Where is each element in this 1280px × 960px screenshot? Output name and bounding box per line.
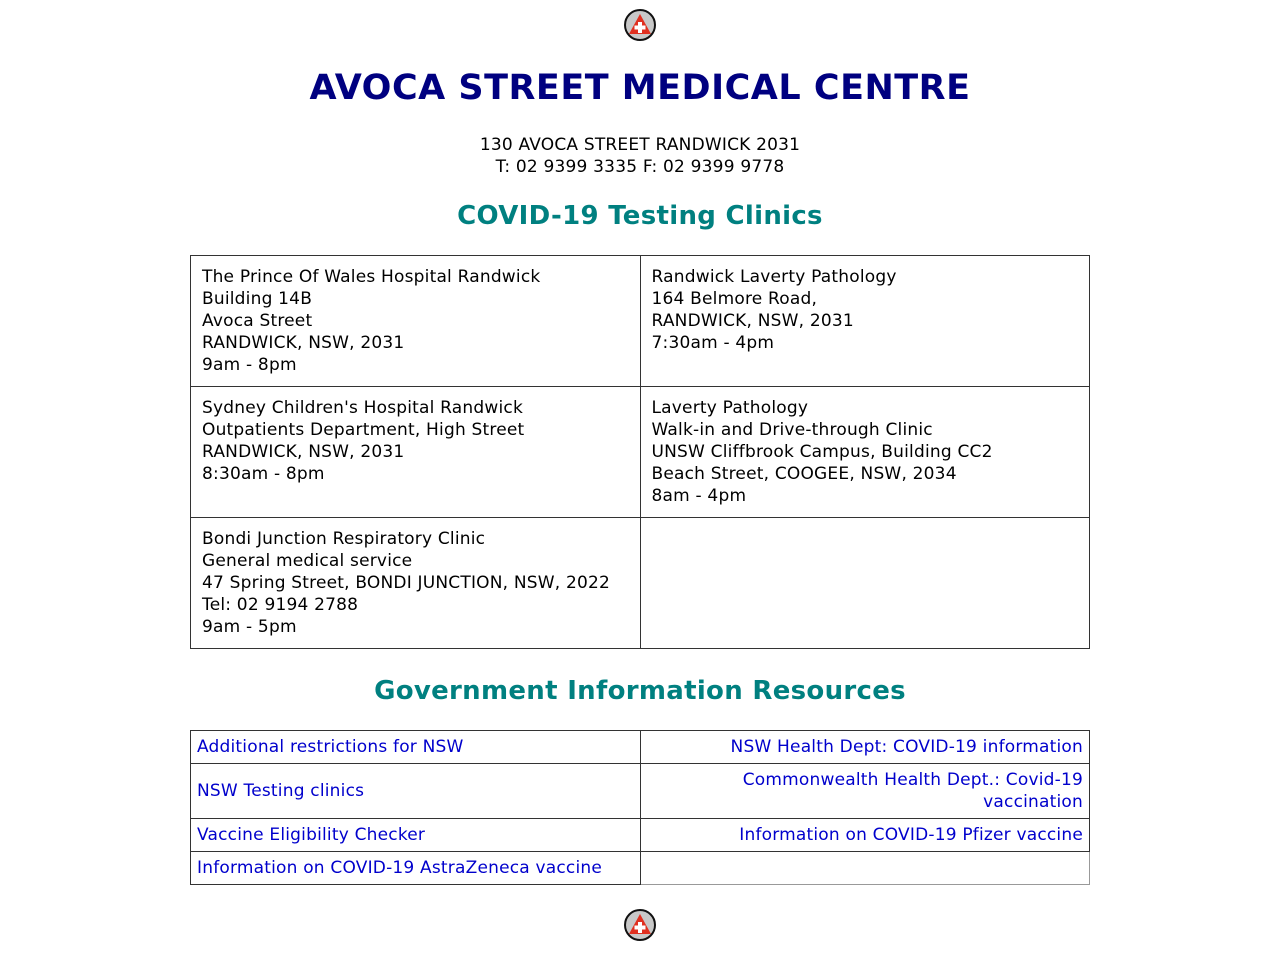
link-cell	[191, 852, 641, 885]
clinic-hours: 7:30am - 4pm	[651, 333, 775, 353]
page-title: AVOCA STREET MEDICAL CENTRE	[309, 68, 971, 108]
clinic-line: 47 Spring Street, BONDI JUNCTION, NSW, 2022	[202, 573, 611, 593]
link-cell	[191, 819, 641, 852]
clinic-cell	[191, 256, 641, 387]
table-row	[191, 764, 1090, 819]
clinic-cell	[640, 387, 1090, 518]
clinic-name: Laverty Pathology	[651, 398, 809, 418]
contact-numbers: T: 02 9399 3335 F: 02 9399 9778	[495, 157, 785, 177]
clinic-hours: 9am - 5pm	[202, 617, 297, 637]
link-testing-clinics[interactable]: NSW Testing clinics	[197, 781, 365, 801]
clinic-line: Building 14B	[202, 289, 313, 309]
clinic-line: RANDWICK, NSW, 2031	[651, 311, 854, 331]
clinic-hours: 9am - 8pm	[202, 355, 297, 375]
link-cell	[640, 731, 1090, 764]
clinic-phone: Tel: 02 9194 2788	[202, 595, 359, 615]
clinic-cell	[640, 256, 1090, 387]
link-pfizer[interactable]: Information on COVID-19 Pfizer vaccine	[739, 825, 1083, 845]
clinic-line: Outpatients Department, High Street	[202, 420, 525, 440]
logo-icon	[624, 909, 656, 941]
street-address: 130 AVOCA STREET RANDWICK 2031	[479, 135, 801, 155]
link-eligibility[interactable]: Vaccine Eligibility Checker	[197, 825, 426, 845]
table-row	[191, 852, 1090, 885]
clinic-name: Sydney Children's Hospital Randwick	[202, 398, 524, 418]
resources-table	[190, 730, 1090, 885]
table-row	[191, 819, 1090, 852]
address-block	[0, 134, 1280, 178]
table-row	[191, 731, 1090, 764]
link-commonwealth[interactable]: Commonwealth Health Dept.: Covid-19 vaccination	[742, 770, 1083, 812]
clinic-name: Bondi Junction Respiratory Clinic	[202, 529, 486, 549]
table-row	[191, 256, 1090, 387]
resources-heading: Government Information Resources	[374, 676, 906, 706]
clinics-table	[190, 255, 1090, 649]
table-row	[191, 518, 1090, 649]
clinic-hours: 8:30am - 8pm	[202, 464, 325, 484]
logo-icon	[624, 9, 656, 41]
clinic-name: The Prince Of Wales Hospital Randwick	[202, 267, 541, 287]
link-cell	[191, 731, 641, 764]
clinic-cell	[191, 518, 641, 649]
clinic-line: Avoca Street	[202, 311, 313, 331]
link-nsw-health[interactable]: NSW Health Dept: COVID-19 information	[730, 737, 1083, 757]
link-cell	[640, 819, 1090, 852]
empty-cell	[640, 852, 1090, 885]
clinic-line: 164 Belmore Road,	[651, 289, 818, 309]
clinic-hours: 8am - 4pm	[651, 486, 747, 506]
clinic-line: UNSW Cliffbrook Campus, Building CC2	[651, 442, 993, 462]
clinic-line: General medical service	[202, 551, 413, 571]
link-astrazeneca[interactable]: Information on COVID-19 AstraZeneca vaccine	[197, 858, 603, 878]
clinic-line: RANDWICK, NSW, 2031	[202, 442, 405, 462]
link-cell	[640, 764, 1090, 819]
empty-cell	[640, 518, 1090, 649]
clinic-line: Walk-in and Drive-through Clinic	[651, 420, 933, 440]
clinics-heading: COVID-19 Testing Clinics	[457, 201, 823, 231]
link-cell	[191, 764, 641, 819]
clinic-name: Randwick Laverty Pathology	[651, 267, 897, 287]
link-restrictions[interactable]: Additional restrictions for NSW	[197, 737, 464, 757]
clinic-line: Beach Street, COOGEE, NSW, 2034	[651, 464, 957, 484]
table-row	[191, 387, 1090, 518]
clinic-cell	[191, 387, 641, 518]
clinic-line: RANDWICK, NSW, 2031	[202, 333, 405, 353]
